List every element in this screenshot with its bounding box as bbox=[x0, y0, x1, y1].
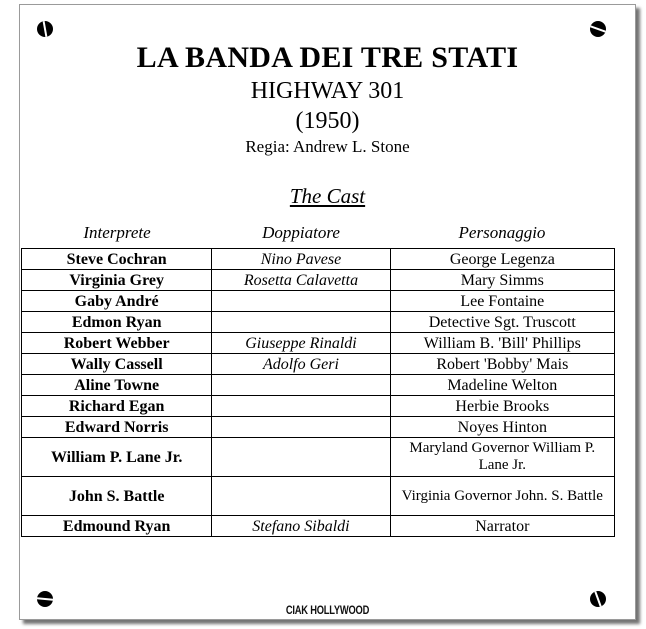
dubber-cell bbox=[212, 417, 390, 438]
actor-cell: Richard Egan bbox=[22, 396, 212, 417]
table-row bbox=[22, 477, 615, 516]
dubber-cell bbox=[212, 375, 390, 396]
dubber-cell bbox=[212, 291, 390, 312]
dubber-cell: Giuseppe Rinaldi bbox=[212, 333, 390, 354]
cast-heading: The Cast bbox=[289, 184, 366, 208]
character-cell: Robert 'Bobby' Mais bbox=[390, 354, 614, 375]
character-cell: Noyes Hinton bbox=[390, 417, 614, 438]
original-title: HIGHWAY 301 bbox=[250, 78, 405, 104]
character-cell: Maryland Governor William P. Lane Jr. bbox=[390, 438, 614, 477]
table-row bbox=[22, 291, 615, 312]
actor-cell: Edmound Ryan bbox=[22, 516, 212, 537]
dubber-cell: Stefano Sibaldi bbox=[212, 516, 390, 537]
character-cell: William B. 'Bill' Phillips bbox=[390, 333, 614, 354]
character-cell: Herbie Brooks bbox=[390, 396, 614, 417]
dubber-cell: Rosetta Calavetta bbox=[212, 270, 390, 291]
cast-plaque bbox=[19, 4, 636, 620]
dubber-cell: Nino Pavese bbox=[212, 249, 390, 270]
actor-cell: Edward Norris bbox=[22, 417, 212, 438]
film-title: LA BANDA DEI TRE STATI bbox=[136, 41, 519, 74]
table-row bbox=[22, 417, 615, 438]
character-cell: Narrator bbox=[390, 516, 614, 537]
screw-icon bbox=[590, 21, 606, 37]
actor-cell: Virginia Grey bbox=[22, 270, 212, 291]
character-cell: Madeline Welton bbox=[390, 375, 614, 396]
actor-cell: Wally Cassell bbox=[22, 354, 212, 375]
actor-cell: Aline Towne bbox=[22, 375, 212, 396]
actor-cell: Edmon Ryan bbox=[22, 312, 212, 333]
table-row bbox=[22, 375, 615, 396]
actor-cell: Steve Cochran bbox=[22, 249, 212, 270]
actor-cell: William P. Lane Jr. bbox=[22, 438, 212, 477]
character-cell: Lee Fontaine bbox=[390, 291, 614, 312]
cast-table bbox=[21, 248, 615, 537]
screw-icon bbox=[37, 591, 53, 607]
column-header-dubber: Doppiatore bbox=[262, 223, 340, 242]
screw-icon bbox=[37, 21, 53, 37]
dubber-cell bbox=[212, 312, 390, 333]
release-year: (1950) bbox=[295, 108, 360, 134]
table-row bbox=[22, 396, 615, 417]
actor-cell: John S. Battle bbox=[22, 477, 212, 516]
actor-cell: Gaby André bbox=[22, 291, 212, 312]
director-credit: Regia: Andrew L. Stone bbox=[245, 137, 410, 156]
ciak-hollywood-logo: CIAK HOLLYWOOD bbox=[285, 603, 370, 617]
character-cell: George Legenza bbox=[390, 249, 614, 270]
dubber-cell bbox=[212, 438, 390, 477]
dubber-cell bbox=[212, 396, 390, 417]
column-header-actor: Interprete bbox=[83, 223, 151, 242]
table-row bbox=[22, 249, 615, 270]
column-header-character: Personaggio bbox=[458, 223, 546, 242]
dubber-cell: Adolfo Geri bbox=[212, 354, 390, 375]
character-cell: Virginia Governor John. S. Battle bbox=[390, 477, 614, 516]
table-row bbox=[22, 312, 615, 333]
character-cell: Mary Simms bbox=[390, 270, 614, 291]
table-row bbox=[22, 516, 615, 537]
table-row bbox=[22, 270, 615, 291]
table-row bbox=[22, 333, 615, 354]
table-row bbox=[22, 354, 615, 375]
character-cell: Detective Sgt. Truscott bbox=[390, 312, 614, 333]
screw-icon bbox=[590, 591, 606, 607]
dubber-cell bbox=[212, 477, 390, 516]
actor-cell: Robert Webber bbox=[22, 333, 212, 354]
table-row bbox=[22, 438, 615, 477]
